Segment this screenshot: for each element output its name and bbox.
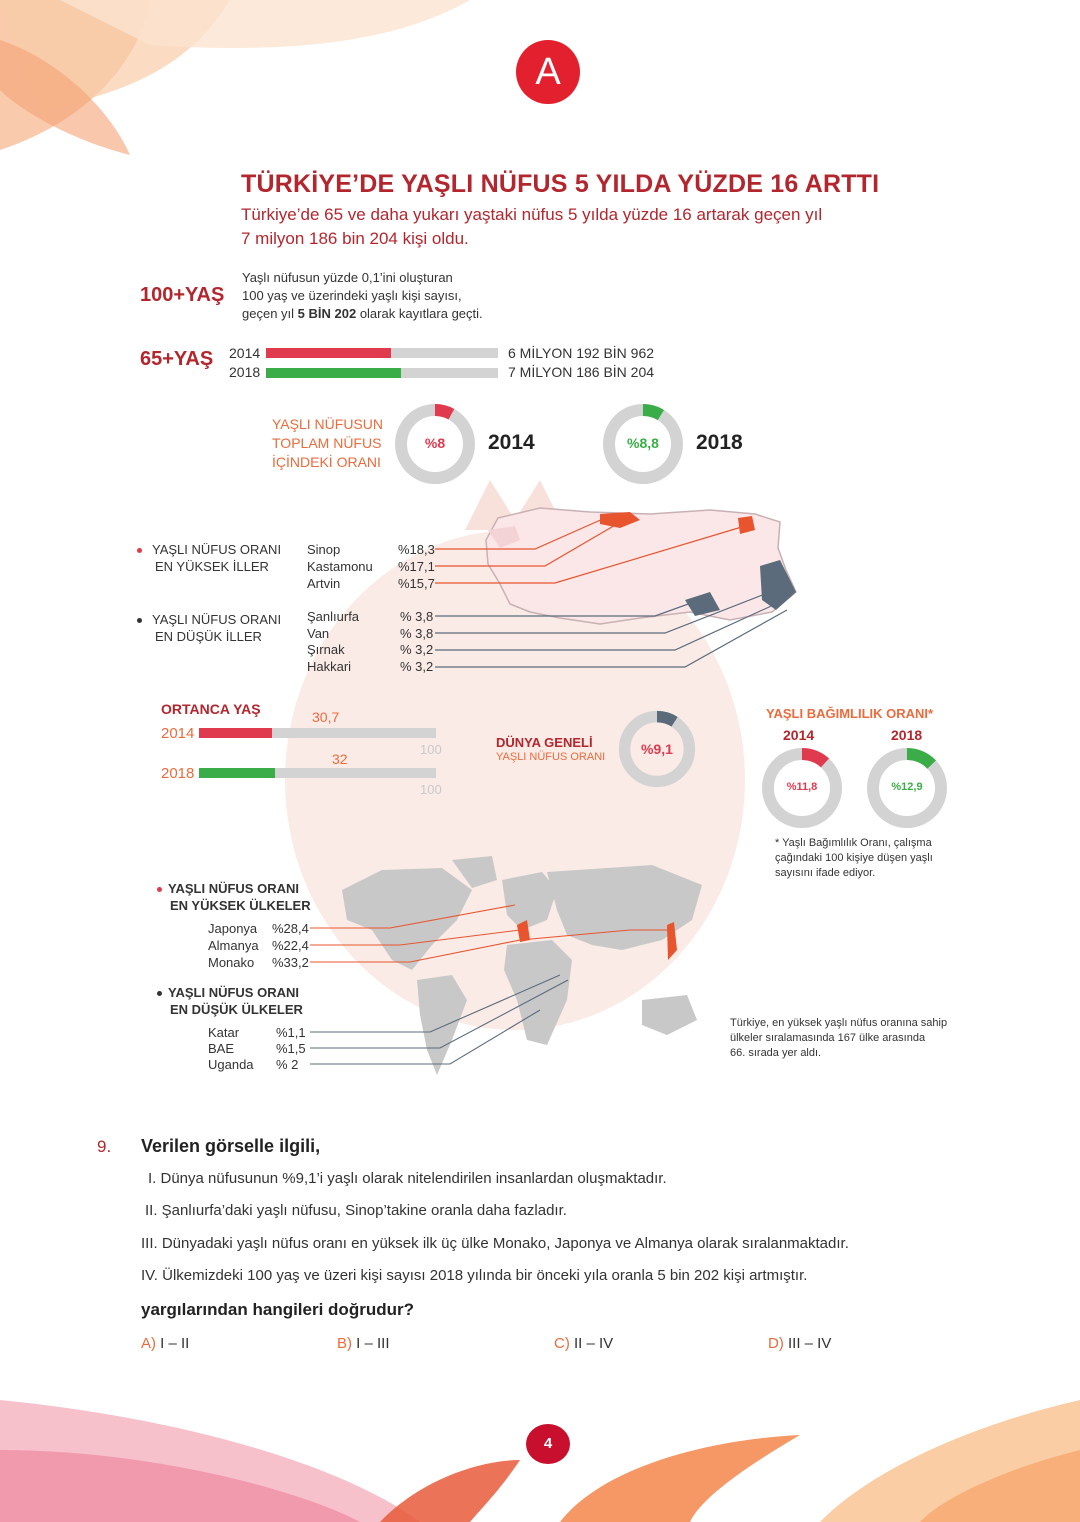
sixtyfive-bar-2018-fill: [266, 368, 401, 378]
countries-high-heading-1: YAŞLI NÜFUS ORANI: [168, 881, 299, 896]
ratio-year-2018: 2018: [696, 431, 743, 454]
provinces-high-heading-1: YAŞLI NÜFUS ORANI: [152, 542, 282, 557]
country-value: %33,2: [272, 955, 309, 970]
median-age-2014-value: 30,7: [312, 709, 340, 725]
sixtyfive-year-2014: 2014: [229, 345, 261, 361]
option-letter: D): [768, 1335, 784, 1352]
provinces-high-heading: [137, 541, 281, 575]
provinces-low-heading-1: YAŞLI NÜFUS ORANI: [152, 612, 282, 627]
province-row: [307, 658, 351, 675]
dependency-donut-2014-label: %11,8: [786, 781, 818, 793]
province-row: [307, 558, 373, 575]
median-age-2014-track: [199, 728, 436, 738]
country-value: %1,1: [276, 1025, 306, 1040]
median-age-2018-max: 100: [420, 782, 442, 797]
sixtyfive-value-2018: 7 MİLYON 186 BİN 204: [508, 364, 655, 380]
dependency-note-line-3: sayısını ifade ediyor.: [775, 867, 876, 879]
province-value: %17,1: [398, 559, 435, 574]
dependency-note-line-1: * Yaşlı Bağımlılık Oranı, çalışma: [775, 837, 932, 849]
province-row: [307, 575, 340, 592]
bullet-icon: [157, 887, 162, 892]
dependency-year-2018: 2018: [891, 727, 923, 743]
option-text: I – II: [160, 1335, 190, 1352]
median-age-2014-year: 2014: [161, 725, 195, 742]
sixtyfive-bar-2018-track: [266, 368, 498, 378]
world-ratio-subtitle: YAŞLI NÜFUS ORANI: [496, 751, 606, 763]
province-row: [307, 541, 340, 558]
option-letter: C): [554, 1335, 570, 1352]
ratio-caption: [272, 415, 383, 472]
province-row: [307, 625, 329, 642]
donut-value-arc: [802, 754, 825, 763]
world-ratio-label: %9,1: [641, 741, 673, 757]
answer-option-c[interactable]: [554, 1335, 613, 1352]
country-name: Monako: [208, 955, 255, 970]
option-letter: B): [337, 1335, 352, 1352]
question-item-2: II. Şanlıurfa’daki yaşlı nüfusu, Sinop’takine oranla daha fazladır.: [145, 1202, 567, 1219]
answer-option-b[interactable]: [337, 1335, 390, 1352]
sixtyfive-bar-2014-track: [266, 348, 498, 358]
province-name: Artvin: [307, 576, 341, 591]
subtitle-line-2: 7 milyon 186 bin 204 kişi oldu.: [241, 229, 469, 248]
donut-value-arc: [643, 410, 661, 415]
country-value: % 2: [276, 1057, 299, 1072]
country-name: Katar: [208, 1025, 240, 1040]
province-leader-lines: [435, 510, 805, 670]
country-value: %28,4: [272, 921, 309, 936]
ratio-donut-2014-label: %8: [424, 435, 446, 451]
countries-high-heading-2: EN YÜKSEK ÜLKELER: [170, 898, 311, 913]
median-age-2014-max: 100: [420, 742, 442, 757]
dependency-title: YAŞLI BAĞIMLILIK ORANI*: [766, 706, 934, 721]
country-name: Japonya: [208, 921, 258, 936]
turkey-rank-note: [730, 1016, 947, 1061]
ratio-caption-line-3: İÇİNDEKİ ORANI: [272, 454, 381, 470]
page-title: TÜRKİYE’DE YAŞLI NÜFUS 5 YILDA YÜZDE 16 ARTTI: [241, 170, 880, 198]
hundred-plus-line-1: Yaşlı nüfusun yüzde 0,1’ini oluşturan: [242, 270, 453, 285]
question-item-3: III. Dünyadaki yaşlı nüfus oranı en yüksek ilk üç ülke Monako, Japonya ve Almanya olarak sıralanmaktadır.: [141, 1235, 849, 1252]
countries-low-heading: [157, 984, 303, 1018]
page-number: 4: [543, 1435, 553, 1452]
country-leader-lines: [310, 890, 680, 1070]
median-age-2018-track: [199, 768, 436, 778]
province-name: Şırnak: [307, 642, 345, 657]
median-age-title: ORTANCA YAŞ: [161, 701, 261, 717]
dependency-donut-2018-label: %12,9: [891, 781, 923, 793]
hundred-plus-count: 5 BİN 202: [297, 306, 357, 321]
province-value: % 3,8: [400, 609, 434, 624]
turkey-rank-note-line-1: Türkiye, en yüksek yaşlı nüfus oranına sahip: [730, 1017, 948, 1029]
ratio-donut-2018-label: %8,8: [627, 435, 659, 451]
hundred-plus-line-3: geçen yıl 5 BİN 202 olarak kayıtlara geçti.: [242, 306, 483, 321]
provinces-low-heading: [137, 611, 281, 645]
bullet-icon: [137, 618, 142, 623]
province-value: % 3,8: [400, 626, 434, 641]
turkey-rank-note-line-2: ülkeler sıralamasında 167 ülke arasında: [730, 1032, 926, 1044]
ratio-caption-line-1: YAŞLI NÜFUSUN: [272, 416, 383, 432]
section-badge-letter: A: [535, 51, 561, 93]
province-value: % 3,2: [400, 642, 434, 657]
province-name: Şanlıurfa: [307, 609, 360, 624]
median-age-2018-fill: [199, 768, 275, 778]
province-row: [307, 641, 345, 658]
country-name: Almanya: [208, 938, 259, 953]
answer-option-a[interactable]: [141, 1335, 189, 1352]
option-text: III – IV: [788, 1335, 832, 1352]
province-row: [307, 608, 359, 625]
turkey-rank-note-line-3: 66. sırada yer aldı.: [730, 1047, 822, 1059]
province-name: Sinop: [307, 542, 341, 557]
median-age-2018-value: 32: [332, 751, 348, 767]
ratio-caption-line-2: TOPLAM NÜFUS: [272, 435, 382, 451]
question-prompt: yargılarından hangileri doğrudur?: [141, 1300, 414, 1319]
dependency-note-line-2: çağındaki 100 kişiye düşen yaşlı: [775, 852, 933, 864]
world-ratio-title: DÜNYA GENELİ: [496, 735, 593, 750]
hundred-plus-text: [242, 269, 483, 323]
ratio-year-2014: 2014: [488, 431, 535, 454]
sixtyfive-bar-2014-fill: [266, 348, 391, 358]
provinces-high-heading-2: EN YÜKSEK İLLER: [155, 559, 269, 574]
question-number: 9.: [97, 1137, 112, 1156]
section-badge: [516, 40, 580, 104]
donut-value-arc: [435, 410, 451, 414]
page-number-badge: [526, 1424, 570, 1464]
hundred-plus-line-2: 100 yaş ve üzerindeki yaşlı kişi sayısı,: [242, 288, 462, 303]
subtitle-line-1: Türkiye’de 65 ve daha yukarı yaştaki nüfus 5 yılda yüzde 16 artarak geçen yıl: [241, 205, 823, 224]
province-name: Kastamonu: [307, 559, 373, 574]
answer-option-d[interactable]: [768, 1335, 831, 1352]
bullet-icon: [137, 548, 142, 553]
question-item-4: IV. Ülkemizdeki 100 yaş ve üzeri kişi sayısı 2018 yılında bir önceki yıla oranla 5 bin 202 kişi artmıştır.: [141, 1267, 808, 1284]
provinces-low-heading-2: EN DÜŞÜK İLLER: [155, 629, 262, 644]
country-name: Uganda: [208, 1057, 254, 1072]
province-value: %15,7: [398, 576, 435, 591]
sixtyfive-value-2014: 6 MİLYON 192 BİN 962: [508, 345, 655, 361]
question-stem: Verilen görselle ilgili,: [141, 1136, 321, 1156]
option-letter: A): [141, 1335, 156, 1352]
province-name: Van: [307, 626, 330, 641]
corner-petals-top-left: [0, 0, 480, 160]
option-text: I – III: [356, 1335, 390, 1352]
countries-high-heading: [157, 880, 311, 914]
donut-value-arc: [907, 754, 932, 765]
country-name: BAE: [208, 1041, 235, 1056]
country-value: %22,4: [272, 938, 309, 953]
province-value: %18,3: [398, 542, 435, 557]
dependency-year-2014: 2014: [783, 727, 815, 743]
option-text: II – IV: [574, 1335, 614, 1352]
sixtyfive-year-2018: 2018: [229, 364, 261, 380]
median-age-2014-fill: [199, 728, 272, 738]
country-value: %1,5: [276, 1041, 306, 1056]
bullet-icon: [157, 991, 162, 996]
province-name: Hakkari: [307, 659, 352, 674]
countries-low-heading-1: YAŞLI NÜFUS ORANI: [168, 985, 299, 1000]
countries-low-heading-2: EN DÜŞÜK ÜLKELER: [170, 1002, 303, 1017]
donut-value-arc: [657, 717, 675, 722]
hundred-plus-label: 100+YAŞ: [140, 284, 225, 306]
median-age-2018-year: 2018: [161, 765, 195, 782]
dependency-note: [775, 836, 933, 881]
province-value: % 3,2: [400, 659, 434, 674]
sixtyfive-plus-label: 65+YAŞ: [140, 348, 214, 370]
question-item-1: I. Dünya nüfusunun %9,1’i yaşlı olarak nitelendirilen insanlardan oluşmaktadır.: [148, 1170, 667, 1187]
